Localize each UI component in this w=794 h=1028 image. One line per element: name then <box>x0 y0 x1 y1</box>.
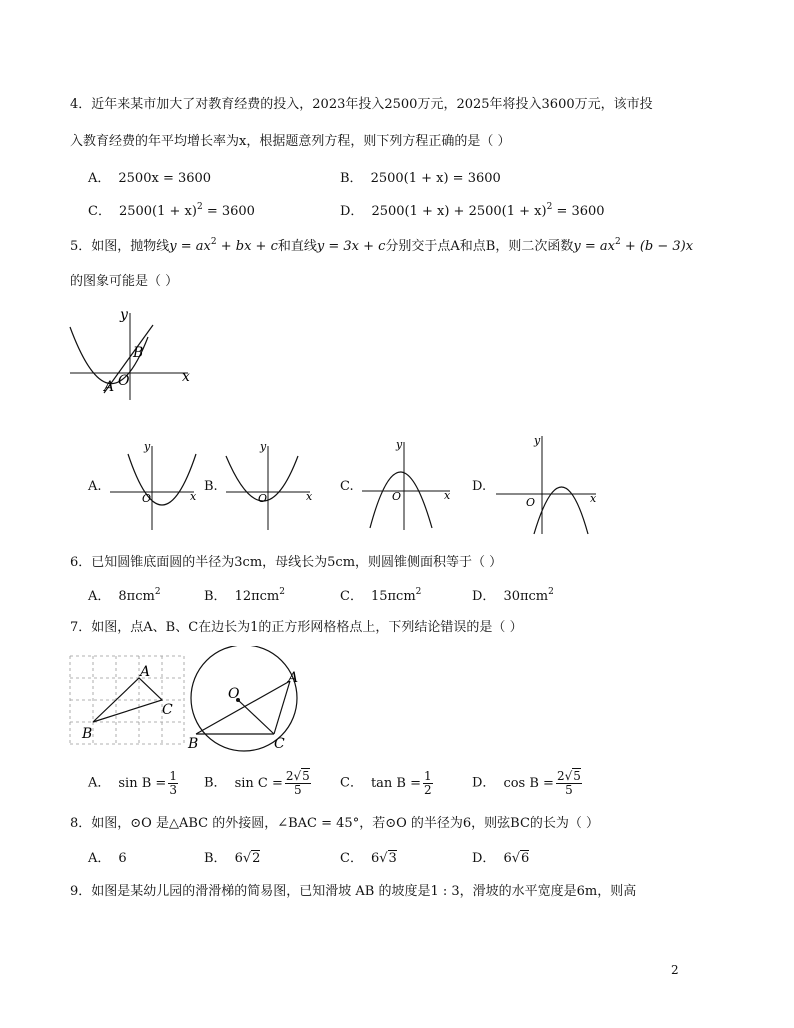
q4-option-b: B． 2500(1 + x) = 3600 <box>340 171 501 186</box>
q8-option-c: C． 6√3 <box>340 851 397 866</box>
q4-line2: 入教育经费的年平均增长率为x，根据题意列方程，则下列方程正确的是（ ） <box>70 134 511 149</box>
q5-d-o: O <box>526 496 536 509</box>
q6-text: 6．已知圆锥底面圆的半径为3cm，母线长为5cm，则圆锥侧面积等于（ ） <box>70 555 503 570</box>
q5-fig-o-label: O <box>118 373 130 389</box>
q7-grid-a: A <box>140 664 151 680</box>
q5-option-a-label: A. <box>88 479 102 494</box>
q5-a-x: x <box>190 490 197 503</box>
q5-b-o: O <box>258 492 268 505</box>
q4-line1: 4．近年来某市加大了对教育经费的投入，2023年投入2500万元，2025年将投入3600万元，该市投 <box>70 97 653 112</box>
q5-d-y: y <box>534 434 541 447</box>
q5-option-d-graph <box>490 430 602 538</box>
q5-option-d-label: D. <box>472 479 487 494</box>
q7-option-b: B． sin C = $\frac{2√5}{5}$ <box>204 769 310 797</box>
q7-text: 7．如图，点A、B、C在边长为1的正方形网格格点上，下列结论错误的是（ ） <box>70 620 523 635</box>
q7-grid-b: B <box>82 726 93 742</box>
q5-fig-a-label: A <box>104 379 115 395</box>
q7-option-d: D． cos B = $\frac{2√5}{5}$ <box>472 769 581 797</box>
q5-a-o: O <box>142 492 152 505</box>
q7-option-c: C． tan B = $\frac{1}{2}$ <box>340 769 432 797</box>
q8-option-d: D． 6√6 <box>472 851 530 866</box>
q7-circle-a: A <box>288 670 299 686</box>
q5-b-x: x <box>306 490 313 503</box>
q7-circle-c: C <box>274 736 285 752</box>
q5-option-b-label: B. <box>204 479 218 494</box>
q5-line2: 的图象可能是（ ） <box>70 274 179 289</box>
q8-option-a: A． 6 <box>88 851 127 866</box>
q5-option-a-graph <box>104 436 200 534</box>
q5-option-c-label: C. <box>340 479 354 494</box>
q5-c-o: O <box>392 490 402 503</box>
q8-text: 8．如图，⊙O 是△ABC 的外接圆，∠BAC = 45°，若⊙O 的半径为6，则弦BC的长为（ ） <box>70 816 600 831</box>
q7-grid-figure <box>66 652 190 748</box>
q5-fig-x-label: x <box>182 369 190 385</box>
q9-text: 9．如图是某幼儿园的滑滑梯的简易图，已知滑坡 AB 的坡度是1 : 3，滑坡的水平宽度是6m，则高 <box>70 884 637 899</box>
q5-fig-b-label: B <box>133 345 144 361</box>
q5-line1: 5．如图，抛物线$y = ax^2$ + bx + c和直线y = 3x + c分别交于点A和点B，则二次函数$y = ax^2 + (b - 3)x$ <box>70 237 694 254</box>
page-number: 2 <box>671 963 679 977</box>
q7-option-a: A． sin B = $\frac{1}{3}$ <box>88 769 177 797</box>
q5-b-y: y <box>260 440 267 453</box>
q5-fig-y-label: y <box>120 307 128 323</box>
q8-option-b: B． 6√2 <box>204 851 261 866</box>
q5-a-y: y <box>144 440 151 453</box>
q5-option-c-graph <box>356 436 456 534</box>
q7-circle-figure <box>184 646 308 754</box>
q6-option-d: D． 30πcm$^2$ <box>472 587 554 604</box>
q5-option-b-graph <box>220 436 316 534</box>
q6-option-b: B． 12πcm$^2$ <box>204 587 285 604</box>
q5-d-x: x <box>590 492 597 505</box>
q5-main-figure <box>60 305 200 405</box>
q4-option-a: A． 2500x = 3600 <box>88 171 212 186</box>
q6-option-a: A． 8πcm$^2$ <box>88 587 161 604</box>
q5-c-y: y <box>396 438 403 451</box>
q4-option-d: D． $2500(1 + x) + 2500(1 + x)^2 = 3600$ <box>340 202 605 219</box>
q7-circle-b: B <box>188 736 199 752</box>
q5-c-x: x <box>444 489 451 502</box>
q6-option-c: C． 15πcm$^2$ <box>340 587 422 604</box>
q7-grid-c: C <box>162 702 173 718</box>
q7-circle-o: O <box>228 686 240 702</box>
q4-option-c: C． $2500(1 + x)^2 = 3600$ <box>88 202 255 219</box>
